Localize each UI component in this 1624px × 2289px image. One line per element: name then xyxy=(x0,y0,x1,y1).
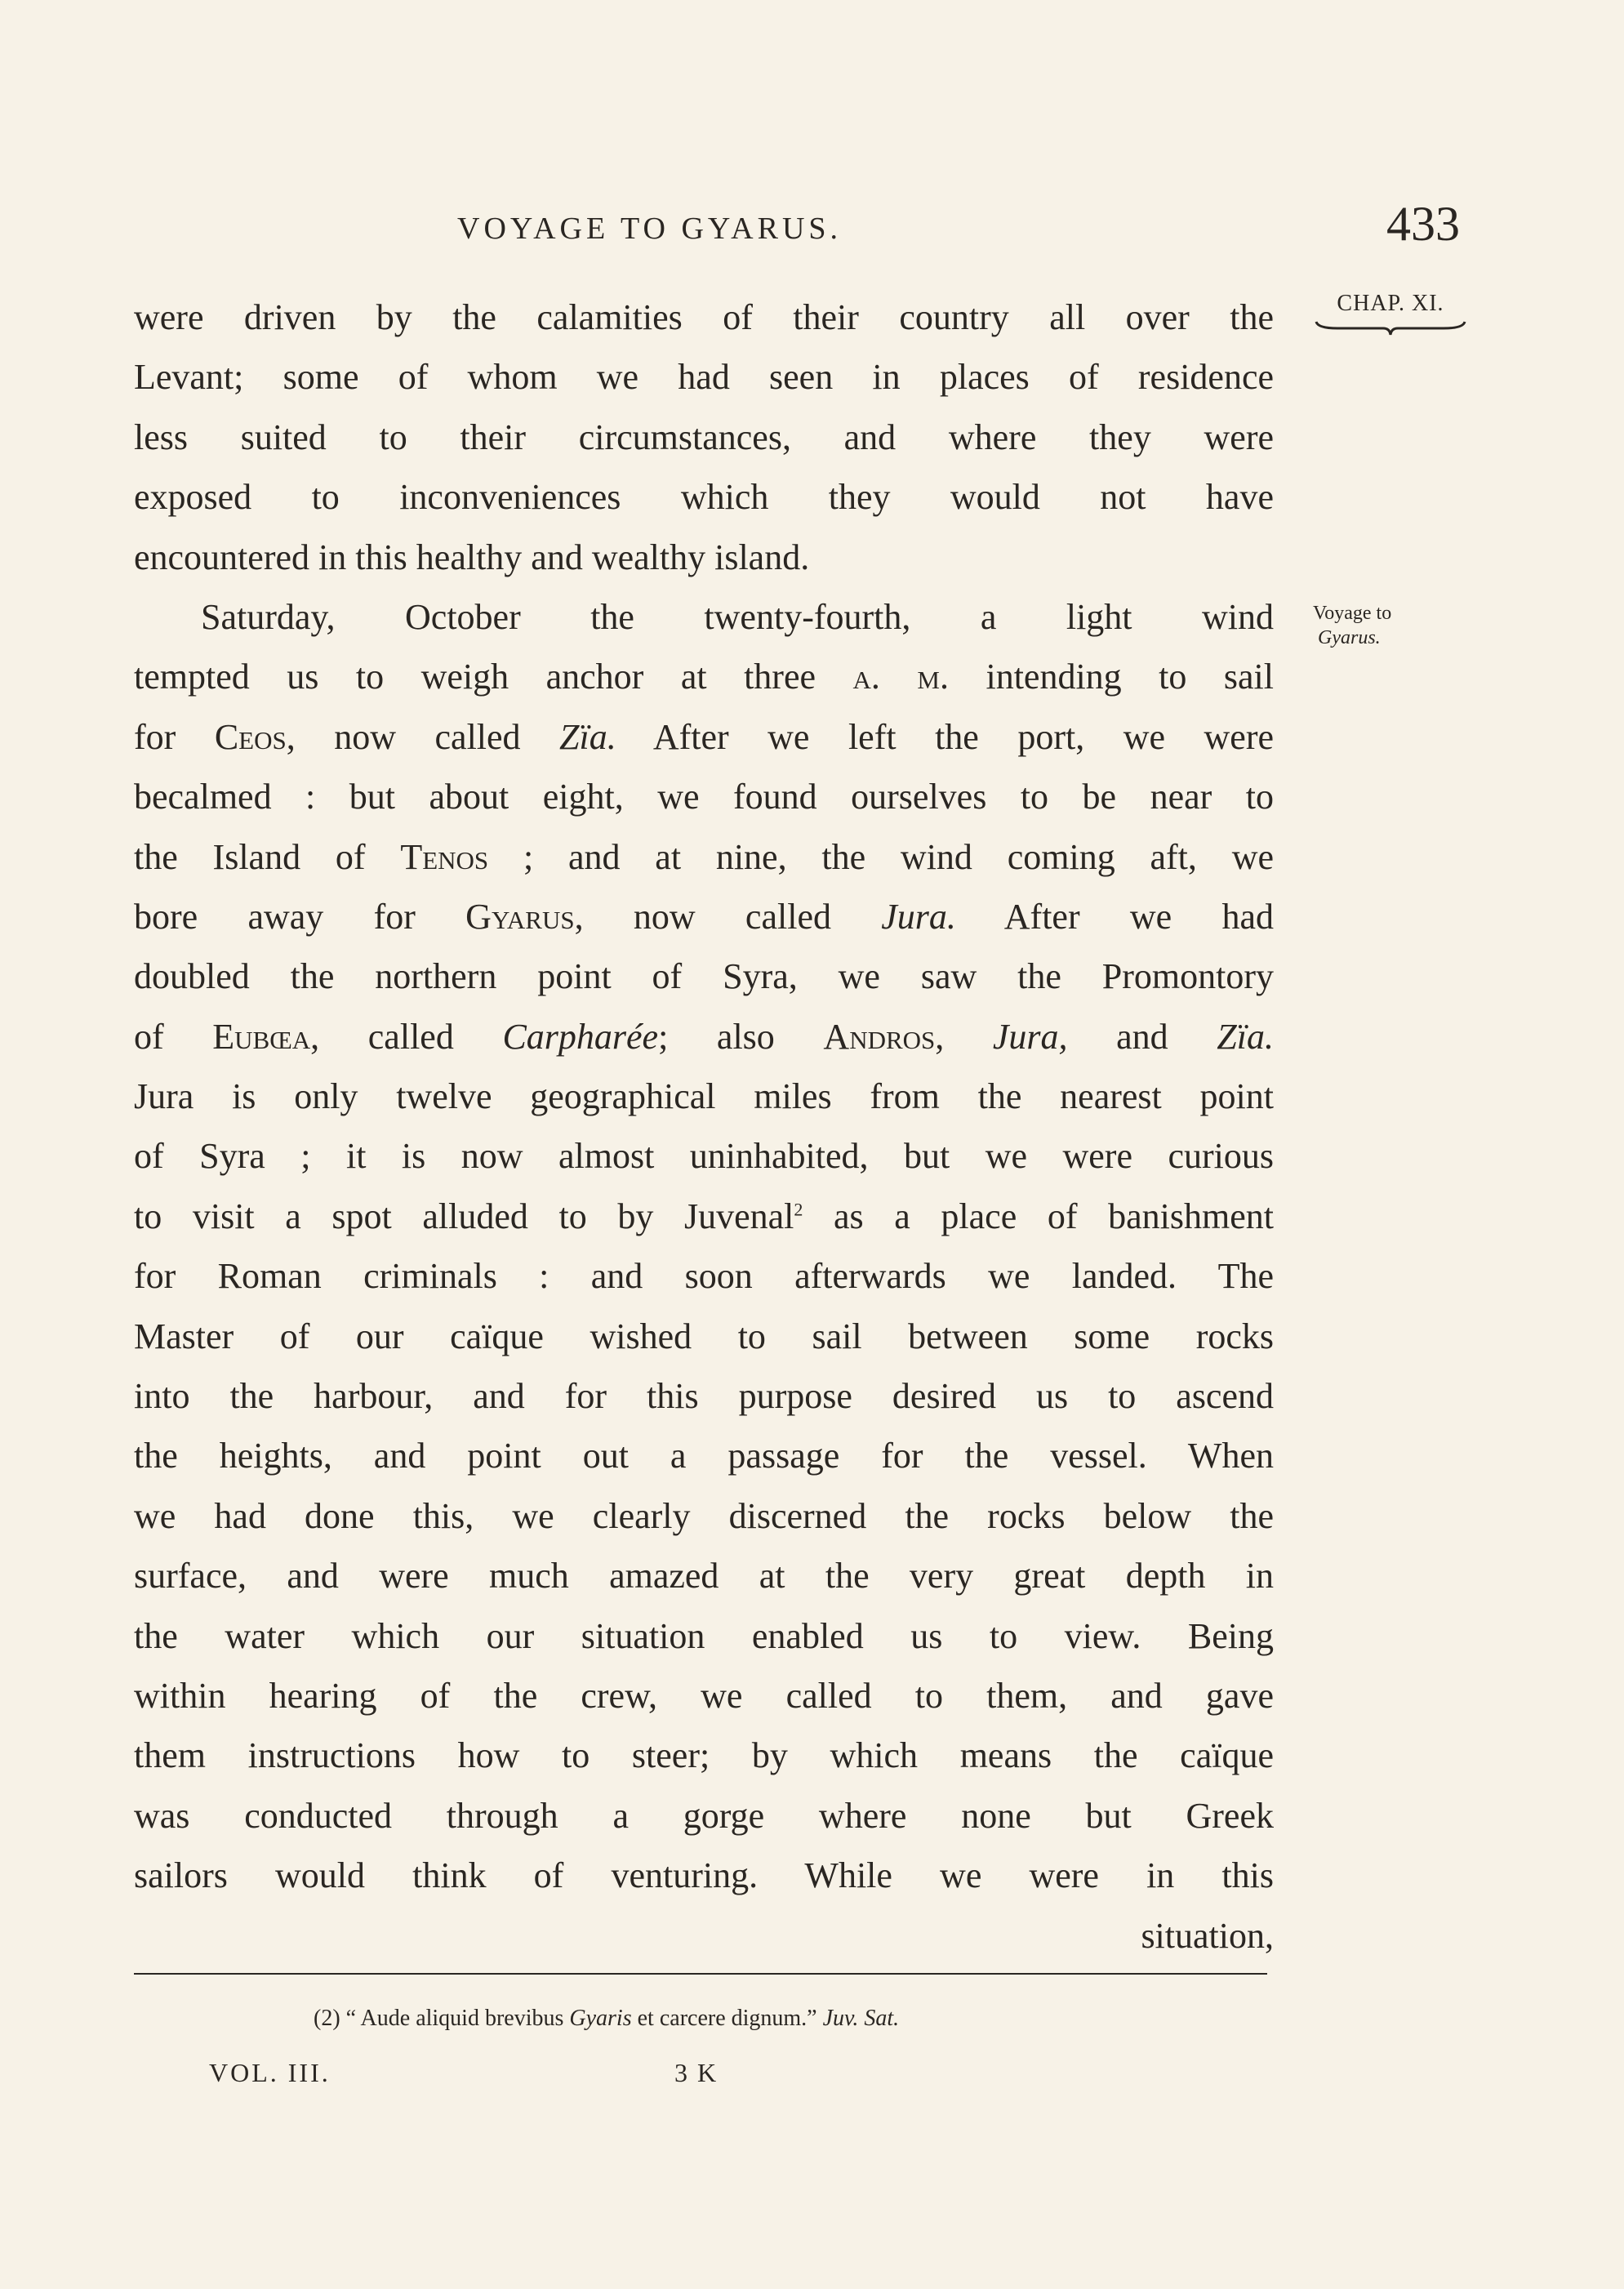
text-line: into the harbour, and for this purpose desired us to ascend xyxy=(134,1376,1274,1417)
text-line: of Syra ; it is now almost uninhabited, but we were curious xyxy=(134,1136,1274,1177)
text-line: sailors would think of venturing. While we were in this xyxy=(134,1855,1274,1896)
text-line: Levant; some of whom we had seen in places of residence xyxy=(134,357,1274,398)
footnote-rule xyxy=(134,1973,1267,1975)
text-line: of Eubœa, called Carpharée; also Andros, Jura, and Zïa. xyxy=(134,1016,1274,1057)
text-line: becalmed : but about eight, we found ourselves to be near to xyxy=(134,777,1274,817)
text-line: we had done this, we clearly discerned the rocks below the xyxy=(134,1495,1274,1536)
body-text xyxy=(134,287,1274,1966)
footnote: (2) “ Aude aliquid brevibus Gyaris et carcere dignum.” Juv. Sat. xyxy=(314,2006,900,2031)
text-line: the Island of Tenos ; and at nine, the wind coming aft, we xyxy=(134,836,1274,877)
chapter-mark xyxy=(1313,291,1468,336)
text-line: surface, and were much amazed at the very great depth in xyxy=(134,1556,1274,1597)
text-line: was conducted through a gorge where none but Greek xyxy=(134,1795,1274,1836)
text-line: them instructions how to steer; by which means the caïque xyxy=(134,1735,1274,1776)
text-line: less suited to their circumstances, and where they were xyxy=(134,416,1274,457)
running-title: VOYAGE TO GYARUS. xyxy=(457,212,843,246)
text-line: exposed to inconveniences which they would not have xyxy=(134,477,1274,518)
text-line: the heights, and point out a passage for the vessel. When xyxy=(134,1436,1274,1476)
signature-mark: 3 K xyxy=(674,2058,719,2087)
text-line: for Roman criminals : and soon afterwards we landed. The xyxy=(134,1256,1274,1297)
page-number: 433 xyxy=(1386,197,1460,251)
marginal-note-line2: Gyarus. xyxy=(1318,627,1381,648)
text-line: bore away for Gyarus, now called Jura. After we had xyxy=(134,896,1274,937)
chapter-label: CHAP. XI. xyxy=(1337,291,1444,316)
text-line: within hearing of the crew, we called to them, and gave xyxy=(134,1675,1274,1716)
text-line: doubled the northern point of Syra, we saw the Promontory xyxy=(134,956,1274,997)
text-line: for Ceos, now called Zïa. After we left the port, we were xyxy=(134,716,1275,757)
text-line: were driven by the calamities of their country all over the xyxy=(134,297,1274,337)
text-line: to visit a spot alluded to by Juvenal$^2$ as a place of banishment xyxy=(134,1196,1274,1236)
catchword: situation, xyxy=(1141,1915,1274,1956)
text-line: Saturday, October the twenty-fourth, a light wind xyxy=(201,596,1274,637)
footnote-ref: 2 xyxy=(794,1199,803,1220)
text-line: the water which our situation enabled us to view. Being xyxy=(134,1615,1274,1656)
text-line: encountered in this healthy and wealthy island. xyxy=(134,537,810,577)
volume-mark: VOL. III. xyxy=(209,2058,331,2087)
marginal-note xyxy=(1313,601,1391,650)
text-line: Jura is only twelve geographical miles from the nearest point xyxy=(134,1076,1274,1117)
marginal-note-line1: Voyage to xyxy=(1313,603,1392,624)
text-line: tempted us to weigh anchor at three a. m. intending to sail xyxy=(134,657,1274,697)
text-line: Master of our caïque wished to sail between some rocks xyxy=(134,1316,1274,1356)
brace-ornament-icon xyxy=(1313,318,1468,336)
